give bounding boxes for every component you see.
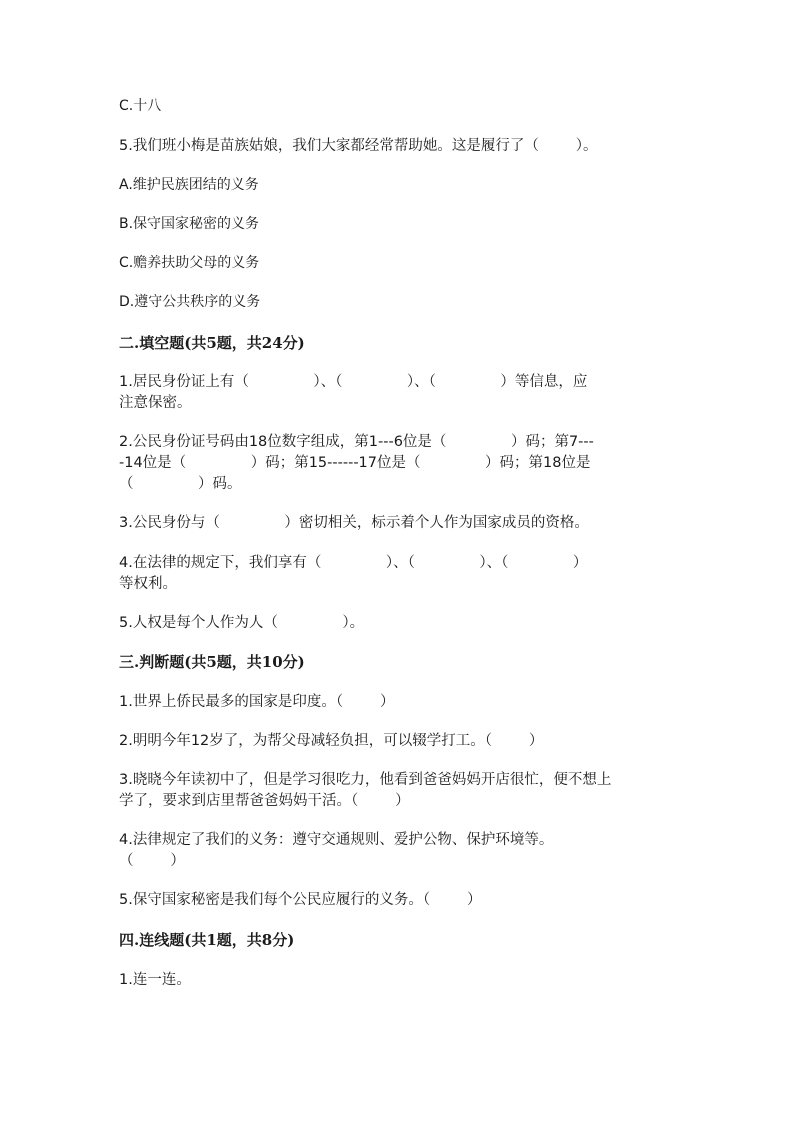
section-judge-title: 三.判断题(共5题，共10分) [119, 653, 305, 671]
fill-q1-line2: 注意保密。 [119, 395, 192, 411]
judge-q1: 1.世界上侨民最多的国家是印度。（ ） [119, 694, 395, 710]
choice-question-5: 5.我们班小梅是苗族姑娘，我们大家都经常帮助她。这是履行了（ ）。 [119, 138, 598, 154]
fill-q4-line2: 等权利。 [119, 576, 177, 592]
fill-q1-line1: 1.居民身份证上有（ ）、（ ）、（ ）等信息，应 [119, 374, 588, 390]
choice-q5-option-c: C.赡养扶助父母的义务 [119, 255, 260, 271]
prev-option-c: C.十八 [119, 98, 162, 114]
fill-q2-line3: （ ）码。 [119, 476, 242, 492]
judge-q3-line2: 学了，要求到店里帮爸爸妈妈干活。（ ） [119, 793, 410, 809]
fill-q2-line1: 2.公民身份证号码由18位数字组成，第1---6位是（ ）码；第7--- [119, 434, 594, 450]
choice-q5-option-d: D.遵守公共秩序的义务 [119, 294, 261, 310]
match-q1: 1.连一连。 [119, 972, 191, 988]
fill-q5: 5.人权是每个人作为人（ ）。 [119, 615, 365, 631]
section-match-title: 四.连线题(共1题，共8分) [119, 931, 295, 949]
judge-q2: 2.明明今年12岁了，为帮父母减轻负担，可以辍学打工。（ ） [119, 733, 544, 749]
choice-q5-option-b: B.保守国家秘密的义务 [119, 216, 260, 232]
judge-q3-line1: 3.晓晓今年读初中了，但是学习很吃力，他看到爸爸妈妈开店很忙，便不想上 [119, 772, 612, 788]
judge-q4-line1: 4.法律规定了我们的义务：遵守交通规则、爱护公物、保护环境等。 [119, 832, 554, 848]
judge-q5: 5.保守国家秘密是我们每个公民应履行的义务。（ ） [119, 892, 482, 908]
fill-q4-line1: 4.在法律的规定下，我们享有（ ）、（ ）、（ ） [119, 555, 588, 571]
judge-q4-line2: （ ） [119, 853, 185, 869]
fill-q2-line2: -14位是（ ）码；第15------17位是（ ）码；第18位是 [119, 455, 591, 471]
choice-q5-option-a: A.维护民族团结的义务 [119, 177, 259, 193]
section-fill-blank-title: 二.填空题(共5题，共24分) [119, 334, 305, 352]
fill-q3: 3.公民身份与（ ）密切相关，标示着个人作为国家成员的资格。 [119, 515, 589, 531]
